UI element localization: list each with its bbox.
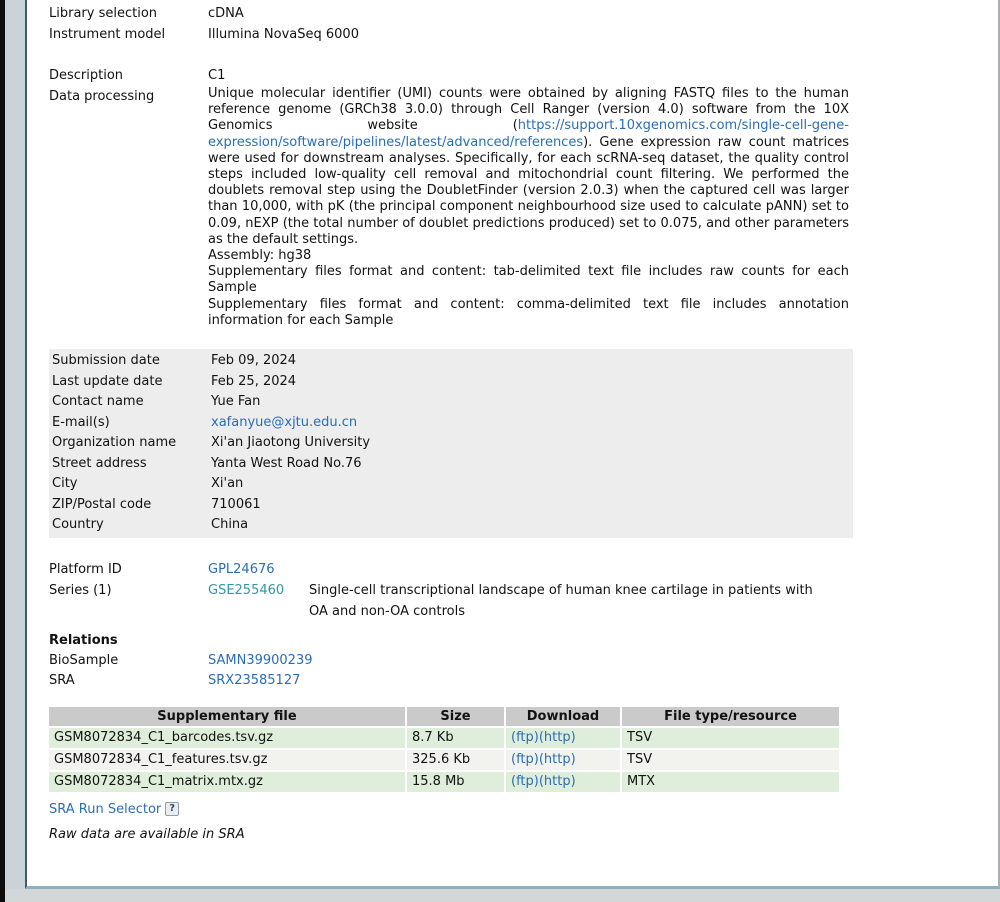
data-processing-text	[208, 86, 849, 329]
contact-info-box	[49, 349, 853, 538]
field-value: 710061	[211, 496, 261, 512]
supplementary-format-line-2: Supplementary files format and content: comma-delimited text file includes annotation information for each Sample	[208, 296, 849, 328]
biosample-link[interactable]: SAMN39900239	[208, 652, 313, 668]
field-label: Country	[52, 517, 104, 533]
field-value: Yanta West Road No.76	[211, 455, 362, 471]
ftp-link[interactable]: (ftp)	[511, 751, 539, 767]
file-name-cell: GSM8072834_C1_barcodes.tsv.gz	[49, 728, 405, 748]
field-value: cDNA	[208, 6, 244, 21]
field-label: Data processing	[49, 89, 155, 104]
relation-row-sra	[49, 671, 998, 692]
supplementary-files-table	[47, 705, 841, 794]
data-processing-before-link: Unique molecular identifier (UMI) counts were obtained by aligning FASTQ files to the human reference genome (GRCh38 3.0.0) through Cell Ranger (version 4.0) software from the 10X Genomics website (	[208, 86, 849, 134]
contact-row	[49, 474, 853, 495]
sra-run-selector-link[interactable]: SRA Run Selector	[49, 801, 162, 817]
ftp-link[interactable]: (ftp)	[511, 773, 539, 789]
raw-data-note: Raw data are available in SRA	[49, 826, 245, 842]
field-label: Last update date	[52, 373, 163, 389]
field-label: Platform ID	[49, 561, 122, 577]
file-size-cell: 15.8 Mb	[407, 772, 504, 792]
http-link[interactable]: (http)	[538, 773, 576, 789]
contact-row	[49, 515, 853, 536]
field-value: Feb 25, 2024	[211, 373, 297, 389]
platform-link[interactable]: GPL24676	[208, 561, 275, 577]
file-size-cell: 8.7 Kb	[407, 728, 504, 748]
field-label: E-mail(s)	[52, 414, 110, 430]
spacer	[49, 45, 998, 65]
help-icon[interactable]: ?	[165, 802, 179, 816]
download-cell	[506, 728, 620, 748]
table-header-row	[49, 707, 839, 726]
field-value: C1	[208, 68, 226, 83]
field-label: SRA	[49, 673, 75, 689]
contact-row	[49, 413, 853, 434]
ftp-link[interactable]: (ftp)	[511, 729, 539, 745]
series-accession-link[interactable]: GSE255460	[208, 582, 285, 598]
contact-row	[49, 454, 853, 475]
field-value: Xi'an	[211, 476, 244, 492]
contact-row	[49, 392, 853, 413]
field-row-series	[49, 580, 998, 622]
genomics-url-link[interactable]: https://support.10xgenomics.com/single-cell-gene-expression/software/pipelines/latest/advanced/references	[208, 118, 849, 150]
contact-row	[49, 495, 853, 516]
field-label: Street address	[52, 455, 147, 471]
file-type-cell: TSV	[622, 750, 839, 770]
series-title: Single-cell transcriptional landscape of human knee cartilage in patients with OA and non-OA controls	[309, 582, 813, 619]
contact-row	[49, 351, 853, 372]
field-label: Description	[49, 68, 124, 83]
field-value: China	[211, 517, 249, 533]
spacer	[49, 329, 998, 349]
field-row-library	[49, 3, 998, 24]
file-type-cell: TSV	[622, 728, 839, 748]
field-row-description	[49, 65, 998, 86]
file-size-cell: 325.6 Kb	[407, 750, 504, 770]
field-value: Xi'an Jiaotong University	[211, 435, 371, 451]
field-label: Series (1)	[49, 582, 112, 598]
table-row	[49, 772, 839, 792]
data-processing-after-link: ). Gene expression raw count matrices were used for downstream analyses. Specifically, for each scRNA-seq dataset, the quality control steps included low-quality cell removal and mitochondrial count filtering. We performed the doublets removal step using the DoubletFinder (version 2.0.3) when the captured cell was larger than 10,000, with pK (the principal component neighbourhood size used to calculate pANN) set to 0.09, nEXP (the total number of doublet predictions produced) set to 0.075, and other parameters as the default settings.	[208, 134, 849, 247]
field-label: Library selection	[49, 6, 158, 21]
field-row-data-processing	[49, 86, 998, 329]
field-label: City	[52, 476, 78, 492]
left-gutter	[5, 0, 25, 889]
field-value: Illumina NovaSeq 6000	[208, 27, 359, 42]
field-label: ZIP/Postal code	[52, 496, 152, 512]
download-cell	[506, 750, 620, 770]
file-name-cell: GSM8072834_C1_matrix.mtx.gz	[49, 772, 405, 792]
column-header-size: Size	[407, 707, 504, 726]
sra-link[interactable]: SRX23585127	[208, 673, 301, 689]
field-label: Submission date	[52, 353, 160, 369]
column-header-type: File type/resource	[622, 707, 839, 726]
relation-row-biosample	[49, 651, 998, 672]
content-panel	[25, 0, 1000, 889]
sample-record	[27, 0, 998, 844]
table-row	[49, 750, 839, 770]
field-label: BioSample	[49, 652, 119, 668]
field-label: Instrument model	[49, 27, 166, 42]
http-link[interactable]: (http)	[538, 729, 576, 745]
contact-row	[49, 433, 853, 454]
table-row	[49, 728, 839, 748]
relations-heading: Relations	[49, 632, 118, 648]
spacer	[49, 622, 998, 630]
column-header-file: Supplementary file	[49, 707, 405, 726]
field-row-platform	[49, 559, 998, 580]
download-cell	[506, 772, 620, 792]
spacer	[49, 538, 998, 559]
assembly-line: Assembly: hg38	[208, 248, 312, 264]
spacer	[49, 692, 998, 704]
field-value: Feb 09, 2024	[211, 353, 297, 369]
http-link[interactable]: (http)	[538, 751, 576, 767]
field-label: Contact name	[52, 394, 144, 410]
file-type-cell: MTX	[622, 772, 839, 792]
email-link[interactable]: xafanyue@xjtu.edu.cn	[211, 414, 358, 430]
file-name-cell: GSM8072834_C1_features.tsv.gz	[49, 750, 405, 770]
field-row-instrument	[49, 24, 998, 45]
contact-row	[49, 372, 853, 393]
field-value: Yue Fan	[211, 394, 261, 410]
field-label: Organization name	[52, 435, 177, 451]
column-header-download: Download	[506, 707, 620, 726]
supplementary-format-line-1: Supplementary files format and content: tab-delimited text file includes raw counts for each Sample	[208, 264, 849, 296]
